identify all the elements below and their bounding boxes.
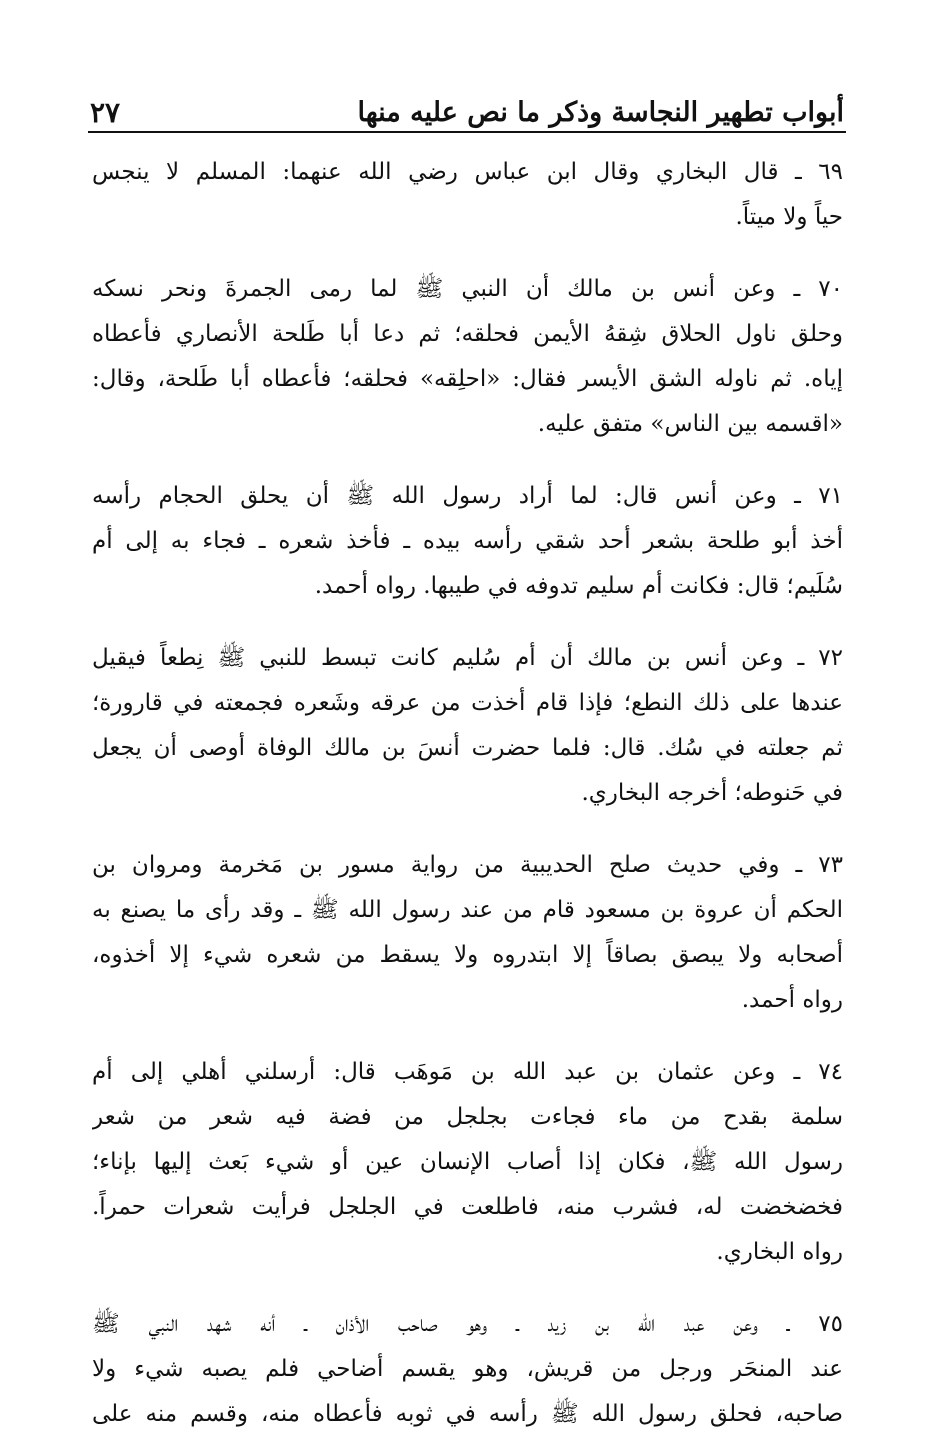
text-line: «اقسمه بين الناس» متفق عليه. [537, 411, 843, 437]
text-line: في حَنوطه؛ أخرجه البخاري. [581, 780, 843, 806]
text-line: عندها على ذلك النطع؛ فإذا قام أخذت من عرقه وشَعره فجمعته في قارورة؛ [92, 690, 843, 716]
header-rule [88, 131, 846, 133]
hadith-75 [92, 1302, 843, 1437]
text-line: ٧٠ ـ وعن أنس بن مالك أن النبي ﷺ لما رمى الجمرةَ ونحر نسكه [92, 276, 843, 302]
text-line: ٦٩ ـ قال البخاري وقال ابن عباس رضي الله عنهما: المسلم لا ينجس [92, 159, 843, 185]
text-line: سلمة بقدح من ماء فجاءت بجلجل من فضة فيه شعر من شعر [92, 1104, 843, 1130]
text-line: ثم جعلته في سُك. قال: فلما حضرت أنسَ بن مالك الوفاة أوصى أن يجعل [92, 735, 843, 761]
text-line: ٧٤ ـ وعن عثمان بن عبد الله بن مَوهَب قال: أرسلني أهلي إلى أم [92, 1059, 843, 1085]
hadith-70 [92, 267, 843, 447]
page-body [92, 150, 843, 1427]
text-line: ٧٣ ـ وفي حديث صلح الحديبية من رواية مسور بن مَخرمة ومروان بن [92, 852, 843, 878]
text-line: عند المنحَر ورجل من قريش، وهو يقسم أضاحي فلم يصبه شيء ولا [92, 1356, 843, 1382]
page-header [90, 80, 844, 130]
page-number: ٢٧ [90, 96, 121, 129]
text-line: إياه. ثم ناوله الشق الأيسر فقال: «احلِقه» فحلقه؛ فأعطاه أبا طَلحة، وقال: [92, 366, 843, 392]
text-line: صاحبه، فحلق رسول الله ﷺ رأسه في ثوبه فأعطاه منه، وقسم منه على [92, 1401, 843, 1427]
hadith-71 [92, 474, 843, 609]
hadith-73 [92, 843, 843, 1023]
text-line: حياً ولا ميتاً. [735, 204, 843, 230]
page-title: أبواب تطهير النجاسة وذكر ما نص عليه منها [357, 97, 844, 128]
text-line: ٧١ ـ وعن أنس قال: لما أراد رسول الله ﷺ أن يحلق الحجام رأسه [92, 483, 843, 509]
text-line: سُلَيم؛ قال: فكانت أم سليم تدوفه في طيبها. رواه أحمد. [314, 573, 843, 599]
text-line: أخذ أبو طلحة بشعر أحد شقي رأسه بيده ـ فأخذ شعره ـ فجاء به إلى أم [92, 528, 843, 554]
hadith-74 [92, 1050, 843, 1275]
text-line: أصحابه ولا يبصق بصاقاً إلا ابتدروه ولا يسقط من شعره شيء إلا أخذوه، [92, 942, 843, 968]
text-line: ٧٢ ـ وعن أنس بن مالك أن أم سُليم كانت تبسط للنبي ﷺ نِطعاً فيقيل [92, 645, 843, 671]
text-line: ٧٥ ـ وعن عبد الله بن زيد ـ وهو صاحب الأذان ـ أنه شهد النبي ﷺ [92, 1311, 843, 1337]
hadith-69 [92, 150, 843, 240]
hadith-72 [92, 636, 843, 816]
text-line: فخضخضت له، فشرب منه، فاطلعت في الجلجل فرأيت شعرات حمراً. [92, 1194, 843, 1220]
text-line: رسول الله ﷺ، فكان إذا أصاب الإنسان عين أو شيء بَعث إليها بإناء؛ [92, 1149, 843, 1175]
text-line: رواه أحمد. [741, 987, 843, 1013]
text-line: رواه البخاري. [716, 1239, 843, 1265]
text-line: الحكم أن عروة بن مسعود قام من عند رسول الله ﷺ ـ وقد رأى ما يصنع به [92, 897, 843, 923]
text-line: وحلق ناول الحلاق شِقهُ الأيمن فحلقه؛ ثم دعا أبا طَلحة الأنصاري فأعطاه [92, 321, 843, 347]
